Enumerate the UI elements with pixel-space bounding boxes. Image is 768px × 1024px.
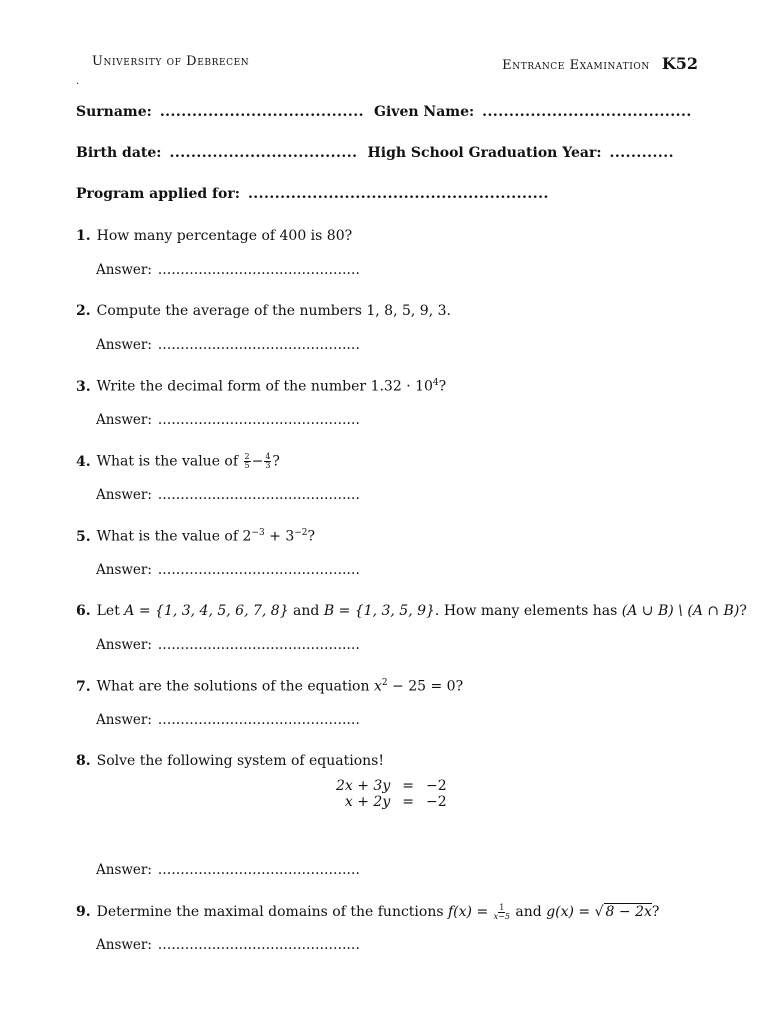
birth-row — [76, 145, 684, 161]
sqrt-icon: √ — [594, 904, 604, 920]
answer-label: Answer: — [96, 937, 152, 953]
header-university: University of Debrecen — [92, 54, 250, 69]
question-number: 6. — [76, 603, 91, 619]
question-5 — [76, 528, 315, 545]
question-text: What is the value of — [96, 453, 239, 470]
question-number: 1. — [76, 228, 91, 244]
answer-label: Answer: — [96, 412, 152, 428]
birth-date-field[interactable]: ................................... — [169, 145, 358, 161]
header-mark: . — [76, 76, 80, 87]
denominator: x−5 — [493, 911, 510, 921]
exam-code: K52 — [661, 54, 698, 73]
question-1 — [76, 228, 352, 244]
answer-9 — [96, 937, 360, 953]
question-end: ? — [739, 603, 747, 619]
denominator: 5 — [244, 461, 250, 470]
answer-field[interactable]: ............................................. — [157, 487, 361, 503]
question-8 — [76, 753, 384, 769]
question-text: Write the decimal form of the number 1.32 · 10 — [96, 378, 433, 395]
answer-field[interactable]: ............................................. — [157, 937, 361, 953]
question-3 — [76, 378, 446, 395]
question-number: 7. — [76, 678, 91, 695]
equation-lhs: 2x + 3y — [336, 778, 391, 794]
answer-6 — [96, 637, 360, 653]
answer-field[interactable]: ............................................. — [157, 412, 361, 428]
exponent: 4 — [432, 378, 439, 388]
question-text: Determine the maximal domains of the functions — [96, 904, 448, 920]
program-row — [76, 186, 559, 202]
question-2 — [76, 303, 451, 319]
variable: x — [373, 678, 382, 695]
conjunction: and — [510, 904, 547, 920]
equation-system — [330, 778, 453, 810]
answer-label: Answer: — [96, 337, 152, 353]
answer-field[interactable]: ............................................. — [157, 712, 361, 728]
answer-4 — [96, 487, 360, 503]
exponent-2: −2 — [294, 528, 308, 538]
question-text: What are the solutions of the equation — [96, 678, 374, 695]
answer-1 — [96, 262, 360, 278]
header-exam — [502, 54, 698, 73]
set-a: A = {1, 3, 4, 5, 6, 7, 8} — [124, 603, 289, 619]
answer-label: Answer: — [96, 637, 152, 653]
answer-8 — [96, 862, 360, 878]
question-number: 5. — [76, 528, 91, 545]
question-number: 2. — [76, 303, 91, 319]
name-row — [76, 104, 702, 120]
program-label: Program applied for: — [76, 186, 240, 202]
equation-row — [330, 794, 453, 810]
answer-field[interactable]: ............................................. — [157, 637, 361, 653]
function-f: f(x) = — [448, 904, 493, 920]
answer-field[interactable]: ............................................. — [157, 262, 361, 278]
operator: − — [251, 453, 264, 470]
question-end: − 25 = 0? — [387, 678, 464, 695]
question-7 — [76, 678, 463, 695]
equation-rel: = — [402, 794, 414, 810]
set-expression: (A ∪ B) \ (A ∩ B) — [621, 603, 740, 619]
equation-lhs: x + 2y — [344, 794, 391, 810]
answer-label: Answer: — [96, 712, 152, 728]
question-text: How many percentage of 400 is 80? — [96, 228, 353, 244]
question-end: ? — [651, 904, 660, 920]
answer-label: Answer: — [96, 562, 152, 578]
answer-label: Answer: — [96, 487, 152, 503]
radicand: 8 − 2x — [605, 904, 652, 920]
equation-row — [330, 778, 453, 794]
question-9 — [76, 903, 659, 921]
question-mid: . How many elements has — [434, 603, 622, 619]
answer-field[interactable]: ............................................. — [157, 562, 361, 578]
set-b: B = {1, 3, 5, 9} — [323, 603, 435, 619]
program-field[interactable]: ........................................................ — [247, 186, 549, 202]
numerator: 2 — [244, 452, 250, 461]
conjunction: and — [288, 603, 324, 619]
answer-7 — [96, 712, 360, 728]
numerator: 1 — [499, 902, 505, 912]
question-end: ? — [438, 378, 447, 395]
surname-label: Surname: — [76, 104, 152, 120]
denominator: 3 — [265, 461, 271, 470]
answer-field[interactable]: ............................................. — [157, 337, 361, 353]
equation-rhs: −2 — [425, 794, 447, 810]
question-text: Compute the average of the numbers 1, 8, 5, 9, 3. — [96, 303, 451, 319]
equation-rhs: −2 — [425, 778, 447, 794]
answer-3 — [96, 412, 360, 428]
graduation-field[interactable]: ............ — [609, 145, 675, 161]
question-number: 3. — [76, 378, 91, 395]
question-number: 9. — [76, 904, 91, 920]
question-text: Let — [96, 603, 125, 619]
question-number: 8. — [76, 753, 91, 769]
question-6 — [76, 603, 747, 619]
numerator: 4 — [265, 452, 271, 461]
birth-date-label: Birth date: — [76, 145, 162, 161]
question-mid: + 3 — [264, 528, 295, 545]
answer-label: Answer: — [96, 862, 152, 878]
header-exam-title: Entrance Examination — [502, 58, 650, 73]
question-number: 4. — [76, 453, 91, 470]
fraction-2 — [264, 453, 271, 470]
function-g: g(x) = — [546, 904, 595, 920]
fraction — [494, 904, 510, 921]
question-text: What is the value of 2 — [96, 528, 252, 545]
answer-5 — [96, 562, 360, 578]
surname-field[interactable]: ...................................... — [159, 104, 365, 120]
question-4 — [76, 453, 280, 470]
question-end: ? — [272, 453, 280, 470]
equation-rel: = — [402, 778, 414, 794]
graduation-label: High School Graduation Year: — [367, 145, 602, 161]
answer-label: Answer: — [96, 262, 152, 278]
given-name-field[interactable]: ....................................... — [482, 104, 692, 120]
fraction-1 — [244, 453, 251, 470]
answer-2 — [96, 337, 360, 353]
given-name-label: Given Name: — [374, 104, 475, 120]
question-end: ? — [307, 528, 316, 545]
exponent: 2 — [381, 678, 388, 688]
exponent-1: −3 — [251, 528, 265, 538]
question-text: Solve the following system of equations! — [96, 753, 384, 769]
answer-field[interactable]: ............................................. — [157, 862, 361, 878]
